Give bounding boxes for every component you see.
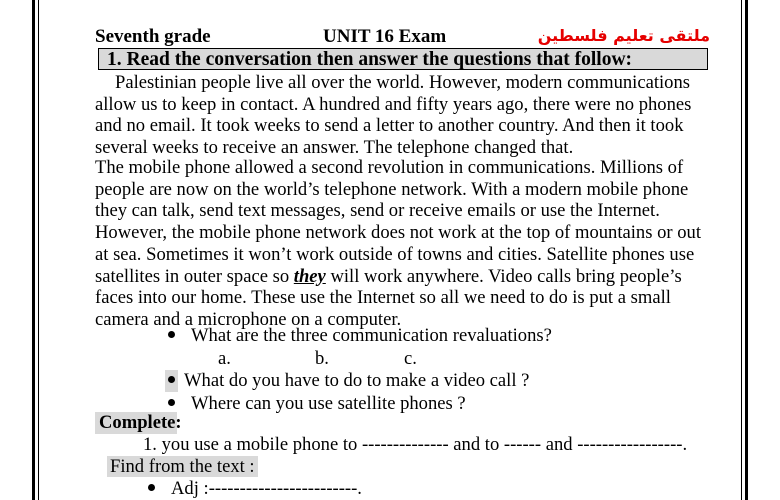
option-c: c. bbox=[404, 348, 417, 369]
passage-line: and no email. It took weeks to send a letter to another country. And then it took bbox=[95, 115, 684, 137]
bullet-icon bbox=[168, 331, 175, 338]
question-bullet-2 bbox=[165, 370, 529, 392]
passage-line: camera and a microphone on a computer. bbox=[95, 308, 402, 330]
question-bullet-1 bbox=[168, 325, 552, 347]
grade-label: Seventh grade bbox=[95, 26, 211, 47]
passage-line: The mobile phone allowed a second revolution in communications. Millions of bbox=[95, 157, 684, 178]
bullet-icon bbox=[148, 484, 155, 491]
complete-heading: Complete: bbox=[95, 412, 177, 434]
passage-line: they can talk, send text messages, send or receive emails or use the Internet. bbox=[95, 200, 660, 222]
emphasized-word: they bbox=[293, 265, 326, 287]
page-border-left-inner bbox=[38, 0, 39, 500]
passage-paragraph-1 bbox=[95, 72, 715, 159]
passage-line: faces into our home. These use the Internet so all we need to do is put a small bbox=[95, 287, 671, 309]
unit-title: UNIT 16 Exam bbox=[323, 26, 447, 47]
passage-text: will work anywhere. Video calls bring people’s bbox=[325, 265, 682, 287]
page-border-right-outer bbox=[745, 0, 748, 500]
adj-text: Adj :------------------------. bbox=[171, 478, 362, 499]
question-bullet-3 bbox=[168, 393, 466, 415]
passage-line-with-emphasis bbox=[95, 266, 715, 288]
find-adj-item bbox=[148, 478, 362, 500]
passage-line: at sea. Sometimes it won’t work outside of towns and cities. Satellite phones use bbox=[95, 243, 695, 265]
passage-line: Palestinian people live all over the world. However, modern communications bbox=[115, 72, 690, 93]
passage-line: allow us to keep in contact. A hundred and fifty years ago, there were no phones bbox=[95, 93, 692, 115]
page-border-right-inner bbox=[741, 0, 742, 500]
option-a: a. bbox=[218, 348, 231, 369]
find-heading: Find from the text : bbox=[107, 456, 258, 477]
complete-item-1: 1. you use a mobile phone to -------------- and to ------ and -----------------. bbox=[143, 434, 688, 455]
bullet-icon bbox=[168, 399, 175, 406]
passage-line: However, the mobile phone network does not work at the top of mountains or out bbox=[95, 222, 702, 244]
question-text: Where can you use satellite phones ? bbox=[191, 393, 466, 414]
question-text: What do you have to do to make a video call ? bbox=[184, 370, 530, 391]
brand-logo-text: ملتقى تعليم فلسطين bbox=[537, 26, 710, 45]
passage-text: satellites in outer space so bbox=[95, 265, 294, 287]
question-1-box: 1. Read the conversation then answer the questions that follow: bbox=[98, 48, 708, 70]
bullet-icon bbox=[168, 376, 175, 383]
bullet-highlight bbox=[165, 370, 178, 392]
passage-line: several weeks to receive an answer. The telephone changed that. bbox=[95, 137, 574, 159]
exam-header bbox=[95, 26, 715, 48]
passage-line: people are now on the world’s telephone network. With a modern mobile phone bbox=[95, 178, 689, 200]
question-text: What are the three communication revaluations? bbox=[191, 325, 552, 346]
option-b: b. bbox=[315, 348, 329, 369]
passage-paragraph-2 bbox=[95, 157, 715, 331]
page-border-left-outer bbox=[32, 0, 35, 500]
